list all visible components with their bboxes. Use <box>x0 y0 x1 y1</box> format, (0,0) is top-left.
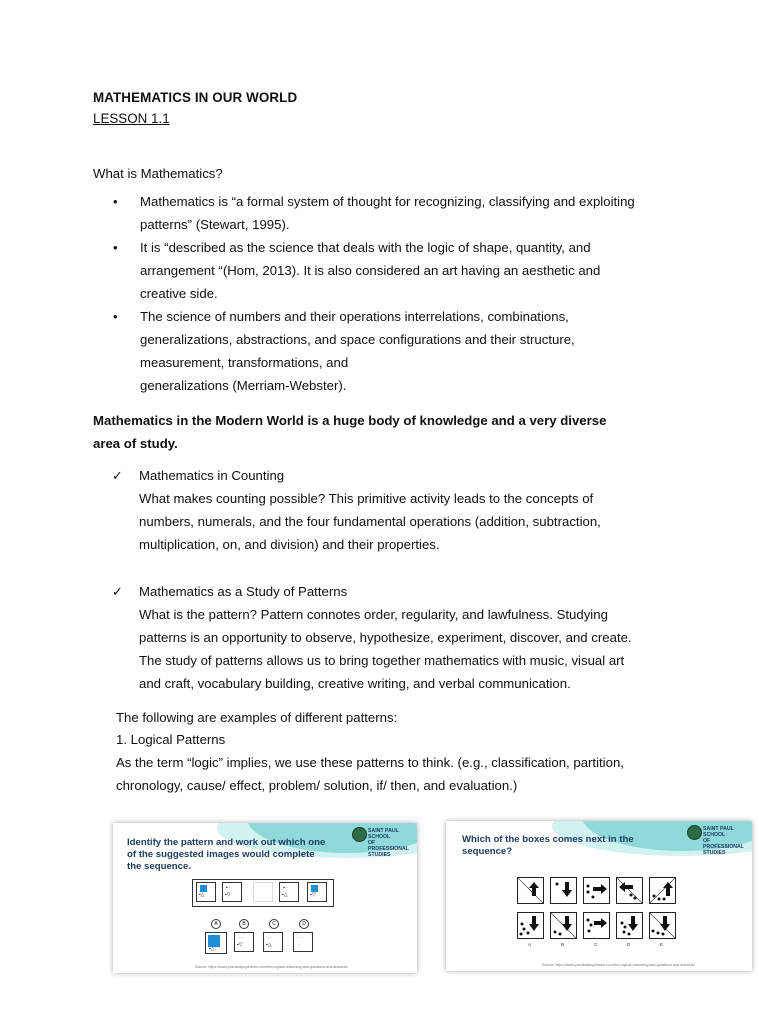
option-letter-a: A <box>211 919 221 929</box>
check-line: patterns is an opportunity to observe, hypothesize, experiment, discover, and create. <box>139 630 632 645</box>
checkmark-icon: ✓ <box>112 468 123 483</box>
patterns-intro: The following are examples of different patterns: <box>116 710 398 725</box>
list-item-line: The science of numbers and their operations interrelations, combinations, <box>140 309 569 324</box>
option-letter-d: D <box>627 942 631 947</box>
list-item <box>112 190 692 236</box>
sequence-cell <box>616 877 643 904</box>
option-a: ▪△ <box>205 932 227 954</box>
list-item-line: generalizations, abstractions, and space configurations and their structure, <box>140 332 575 347</box>
list-item-line: arrangement “(Hom, 2013). It is also considered an art having an aesthetic and <box>140 263 601 278</box>
check-line: What is the pattern? Pattern connotes order, regularity, and lawfulness. Studying <box>139 607 608 622</box>
check-line: multiplication, on, and division) and their properties. <box>139 537 440 552</box>
slide-source: Source: https://www.practicalpsychtests.com/free-logical-reasoning-test-questions-and-answers/ <box>195 965 348 969</box>
lesson-label: LESSON 1.1 <box>93 111 170 126</box>
bullet-icon: • <box>113 309 118 324</box>
school-seal-icon <box>352 827 367 842</box>
option-c <box>583 912 610 939</box>
bullet-icon: • <box>113 194 118 209</box>
check-heading: Mathematics as a Study of Patterns <box>139 584 348 599</box>
option-e <box>649 912 676 939</box>
option-letter-b: B <box>239 919 249 929</box>
check-line: The study of patterns allows us to bring together mathematics with music, visual art <box>139 653 625 668</box>
slide-title: Identify the pattern and work out which one of the suggested images would complete the sequence. <box>127 837 326 872</box>
section-question: What is Mathematics? <box>93 166 223 181</box>
list-item <box>112 236 692 305</box>
slide-title: Which of the boxes comes next in the sequence? <box>462 834 634 857</box>
option-letter-e: E <box>660 942 664 947</box>
option-c: · · ▪△ <box>263 932 283 952</box>
school-logo: SAINT PAUL SCHOOL OF PROFESSIONAL STUDIES <box>368 828 409 858</box>
sequence-cell: ▪ · ▪▽ <box>222 882 242 902</box>
checkmark-icon: ✓ <box>112 584 123 599</box>
check-line: What makes counting possible? This primitive activity leads to the concepts of <box>139 491 594 506</box>
bold-statement <box>93 409 693 455</box>
option-b <box>550 912 577 939</box>
list-item-line: It is “described as the science that deals with the logic of shape, quantity, and <box>140 240 591 255</box>
sequence-cell <box>649 877 676 904</box>
slide-source: Source: https://www.practicalpsychtests.com/free-logical-reasoning-test-questions-and-answers/ <box>542 963 695 967</box>
logical-patterns-text <box>116 751 696 797</box>
option-letter-a: A <box>528 942 532 947</box>
option-letter-c: C <box>594 942 598 947</box>
sequence-cell <box>517 877 544 904</box>
option-letter-d: D <box>299 919 309 929</box>
logical-patterns-heading: 1. Logical Patterns <box>116 732 226 747</box>
check-heading: Mathematics in Counting <box>139 468 285 483</box>
definition-list <box>112 190 692 397</box>
option-letter-c: C <box>269 919 279 929</box>
paragraph-line: chronology, cause/ effect, problem/ solution, if/ then, and evaluation.) <box>116 778 518 793</box>
school-seal-icon <box>687 825 702 840</box>
list-item-line: measurement, transformations, and <box>140 355 349 370</box>
bold-statement-line: area of study. <box>93 436 178 451</box>
list-item-line: Mathematics is “a formal system of thought for recognizing, classifying and exploiting <box>140 194 635 209</box>
check-line: numbers, numerals, and the four fundamental operations (addition, subtraction, <box>139 514 601 529</box>
option-d <box>616 912 643 939</box>
sequence-cell-empty <box>253 882 273 902</box>
sequence-cell <box>550 877 577 904</box>
sequence-cell: ▪▽ <box>307 882 327 902</box>
list-item <box>112 305 692 397</box>
list-item-line: generalizations (Merriam-Webster). <box>140 378 347 393</box>
check-line: and craft, vocabulary building, creative writing, and verbal communication. <box>139 676 571 691</box>
check-item-patterns <box>112 580 692 695</box>
bullet-icon: • <box>113 240 118 255</box>
paragraph-line: As the term “logic” implies, we use these patterns to think. (e.g., classification, partition, <box>116 755 624 770</box>
document-title: MATHEMATICS IN OUR WORLD <box>93 90 298 105</box>
slide-image-right <box>446 821 752 971</box>
option-b: · · ▪▽ <box>234 932 254 952</box>
bold-statement-line: Mathematics in the Modern World is a huge body of knowledge and a very diverse <box>93 413 607 428</box>
sequence-cell: ▪△ <box>196 882 216 902</box>
slide-image-left <box>113 823 417 973</box>
sequence-cell <box>583 877 610 904</box>
option-a <box>517 912 544 939</box>
list-item-line: creative side. <box>140 286 218 301</box>
school-logo: SAINT PAUL SCHOOL OF PROFESSIONAL STUDIES <box>703 826 744 856</box>
check-item-counting <box>112 464 692 556</box>
option-letter-b: B <box>561 942 565 947</box>
list-item-line: patterns” (Stewart, 1995). <box>140 217 290 232</box>
option-d: · · · <box>293 932 313 952</box>
sequence-cell: ▪ · ▪△ <box>279 882 299 902</box>
